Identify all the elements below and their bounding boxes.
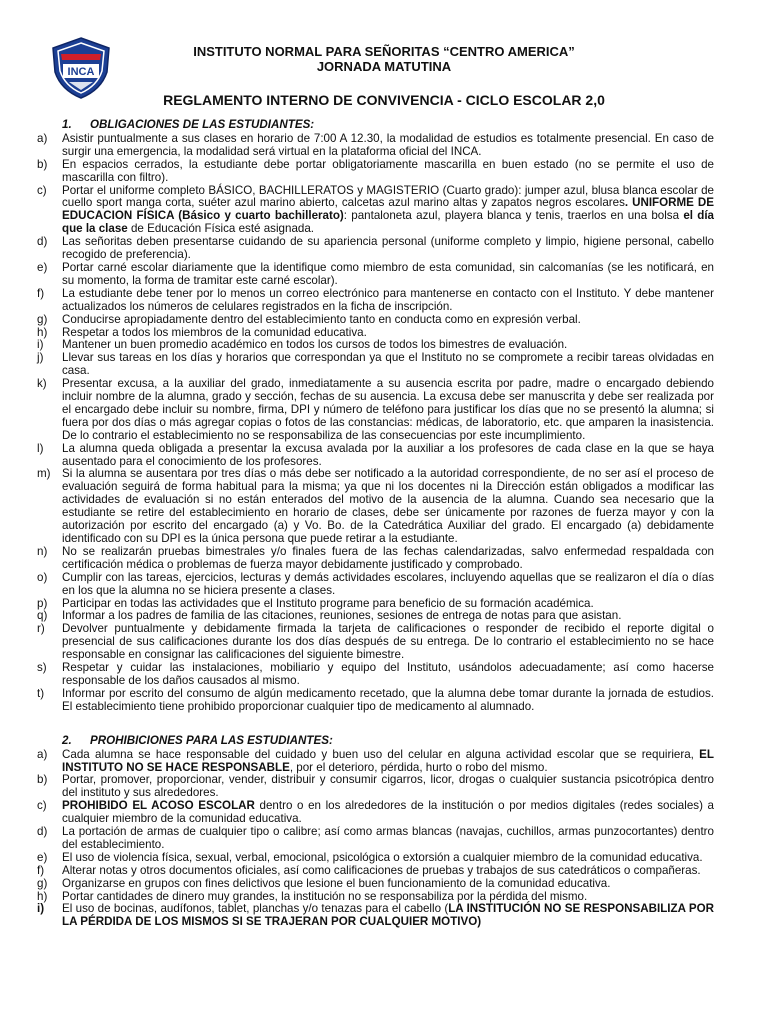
list-item bbox=[37, 260, 714, 288]
item-text-run: dentro o en los alrededores de la institución o por medios digitales (redes sociales) a cualquier miembro de la comunidad educativa. bbox=[62, 799, 714, 826]
item-letter: d) bbox=[37, 235, 48, 249]
logo-text: INCA bbox=[67, 66, 95, 78]
item-text bbox=[62, 826, 714, 852]
item-text bbox=[62, 623, 714, 662]
item-text-run: La alumna queda obligada a presentar la excusa avalada por la auxiliar a los profesores de cada clase en la que se haya ausentado para el conocimiento de los profesores. bbox=[62, 441, 714, 468]
item-letter: c) bbox=[37, 183, 47, 197]
item-text-run: Cumplir con las tareas, ejercicios, lecturas y demás actividades escolares, incluyendo aquellas que se realizaron el día o días en los que la alumna no se hiciera presente a clases. bbox=[62, 570, 714, 597]
item-text bbox=[62, 688, 714, 714]
item-letter: b) bbox=[37, 157, 48, 171]
list-item bbox=[37, 183, 714, 237]
item-letter: k) bbox=[37, 377, 47, 391]
list-item bbox=[37, 902, 714, 929]
item-text bbox=[62, 288, 714, 314]
item-text bbox=[62, 774, 714, 800]
list-item bbox=[37, 544, 714, 572]
item-text-run: La portación de armas de cualquier tipo o calibre; así como armas blancas (navajas, cuchillos, armas punzocortantes) dentro del establecimiento. bbox=[62, 825, 714, 851]
section-number: 1. bbox=[62, 118, 72, 131]
list-item bbox=[37, 286, 714, 314]
item-letter: i) bbox=[37, 902, 45, 916]
item-text-run: Organizarse en grupos con fines delictivos que lesione el buen funcionamiento de la comunidad educativa. bbox=[62, 876, 611, 890]
item-letter: s) bbox=[37, 661, 47, 675]
list-item bbox=[37, 157, 714, 185]
item-text bbox=[62, 662, 714, 688]
list-item bbox=[37, 747, 714, 775]
item-text bbox=[62, 236, 714, 262]
item-letter: h) bbox=[37, 325, 48, 339]
list-item bbox=[37, 799, 714, 826]
item-text bbox=[62, 903, 714, 929]
item-letter: q) bbox=[37, 609, 48, 623]
item-letter: e) bbox=[37, 260, 48, 274]
item-text-run: de Educación Física esté asignada. bbox=[127, 222, 315, 236]
item-text bbox=[62, 572, 714, 598]
list-item bbox=[37, 467, 714, 545]
shift-name: JORNADA MATUTINA bbox=[316, 59, 452, 74]
list-item bbox=[37, 825, 714, 852]
item-letter: r) bbox=[37, 622, 45, 636]
item-text-run: Alterar notas y otros documentos oficiales, así como calificaciones de pruebas y trabajos de sus catedráticos o compañeras. bbox=[62, 863, 701, 877]
document-title: REGLAMENTO INTERNO DE CONVIVENCIA - CICLO ESCOLAR 2,0 bbox=[163, 92, 605, 108]
item-letter: o) bbox=[37, 570, 48, 584]
item-letter: g) bbox=[37, 312, 48, 326]
institution-name: INSTITUTO NORMAL PARA SEÑORITAS “CENTRO AMERICA” bbox=[193, 44, 575, 59]
item-letter: f) bbox=[37, 286, 45, 300]
item-letter: g) bbox=[37, 876, 48, 890]
item-text bbox=[62, 749, 714, 775]
item-text bbox=[62, 352, 714, 378]
item-text-run: Portar, promover, proporcionar, vender, distribuir y consumir cigarros, licor, drogas o cualquier sustancia psicotrópica dentro del instituto y sus alrededores. bbox=[62, 773, 714, 800]
list-item bbox=[37, 661, 714, 688]
item-letter: l) bbox=[37, 441, 44, 455]
item-text-run: Respetar y cuidar las instalaciones, mobiliario y equipo del Instituto, usándolos adecuadamente; así como hacerse responsable de los daños causados al mismo. bbox=[62, 661, 714, 687]
item-text-bold: EL INSTITUTO NO SE HACE RESPONSABLE bbox=[62, 747, 714, 774]
regulation-body bbox=[37, 118, 714, 929]
list-item bbox=[37, 131, 714, 159]
item-text bbox=[62, 546, 714, 572]
item-text-run: Respetar a todos los miembros de la comunidad educativa. bbox=[62, 325, 367, 339]
item-letter: j) bbox=[37, 351, 44, 365]
item-text bbox=[62, 185, 714, 237]
section-heading bbox=[62, 119, 714, 132]
section-heading bbox=[62, 735, 714, 748]
item-letter: e) bbox=[37, 850, 48, 864]
item-text-run: Portar cantidades de dinero muy grandes, la institución no se responsabiliza por la pérdida del mismo. bbox=[62, 889, 588, 903]
list-item bbox=[37, 686, 714, 714]
item-letter: b) bbox=[37, 773, 48, 787]
item-text-run: La estudiante debe tener por lo menos un correo electrónico para mantenerse en contacto con el Instituto. Y debe mantener actualizados los números de celulares registrados en la ficha de inscripción. bbox=[62, 286, 714, 313]
list-item bbox=[37, 235, 714, 262]
item-text-run: , por el deterioro, pérdida, hurto o robo del mismo. bbox=[289, 760, 548, 774]
item-text-run: En espacios cerrados, la estudiante debe portar obligatoriamente mascarilla en buen estado (no se permite el uso de mascarilla con filtro). bbox=[62, 157, 714, 184]
section-title: PROHIBICIONES PARA LAS ESTUDIANTES: bbox=[90, 733, 333, 747]
item-text bbox=[62, 159, 714, 185]
item-letter: a) bbox=[37, 131, 48, 145]
section-number: 2. bbox=[62, 733, 72, 747]
item-text-bold: PROHIBIDO EL ACOSO ESCOLAR bbox=[62, 799, 255, 813]
item-text-run: El uso de bocinas, audífonos, tablet, planchas y/o tenazas para el cabello ( bbox=[62, 902, 449, 916]
item-letter: f) bbox=[37, 863, 45, 877]
list-item bbox=[37, 377, 714, 443]
item-text-run: Si la alumna se ausentara por tres días o más debe ser notificado a la autoridad correspondiente, de no ser así el proceso de evaluación seguirá de forma habitual para la misma; ya que ni los docentes ni la Dirección están obligados a modificar las actividades de evaluación si no están enterados del motivo de la ausencia de la alumna. Cuando sea necesario que la estudiante se retire del establecimiento en horario de clases, debe ser únicamente por razones de fuerza mayor y con la autorización por escrito del encargado (a) y Vo. Bo. de la Catedrática Auxiliar del grado. El encargado (a) debidamente identificado con su DPI es la única persona que puede retirar a la estudiante. bbox=[62, 467, 714, 545]
item-text-run: Participar en todas las actividades que el Instituto programe para beneficio de su formación académica. bbox=[62, 596, 594, 610]
item-text-bold: LA INSTITUCIÓN NO SE RESPONSABILIZA POR LA PÉRDIDA DE LOS MISMOS SI SE TRAJERAN POR CUALQUIER MOTIVO) bbox=[62, 902, 714, 929]
item-letter: p) bbox=[37, 596, 48, 610]
item-text-run: Portar el uniforme completo BÁSICO, BACHILLERATOS y MAGISTERIO (Cuarto grado): jumper azul, blusa blanca escolar de cuello sport manga corta, suéter azul marino abierto, calcetas azul marino altas y zapatos negros escolares bbox=[62, 183, 714, 210]
item-text bbox=[62, 800, 714, 826]
section-title: OBLIGACIONES DE LAS ESTUDIANTES: bbox=[90, 118, 315, 131]
item-text bbox=[62, 262, 714, 288]
item-text bbox=[62, 378, 714, 443]
item-text-run: Llevar sus tareas en los días y horarios que correspondan ya que el Instituto no se compromete a recibir tareas olvidadas en casa. bbox=[62, 351, 714, 378]
item-text-run: Devolver puntualmente y debidamente firmada la tarjeta de calificaciones o responder de recibido el reporte digital o presencial de sus calificaciones durante los dos días después de su entrega. De lo contrario el establecimiento no se hace responsable en consignar las calificaciones del siguiente bimestre. bbox=[62, 622, 714, 662]
item-text-bold: . UNIFORME DE EDUCACION FÍSICA (Básico y cuarto bachillerato) bbox=[62, 196, 714, 223]
item-text-run: El uso de violencia física, sexual, verbal, emocional, psicológica o extorsión a cualquier miembro de la comunidad educativa. bbox=[62, 850, 703, 864]
list-item bbox=[37, 570, 714, 598]
item-text-run: Las señoritas deben presentarse cuidando de su apariencia personal (uniforme completo y limpio, higiene personal, cabello recogido de preferencia). bbox=[62, 235, 714, 262]
item-letter: t) bbox=[37, 686, 45, 700]
item-text-run: Cada alumna se hace responsable del cuidado y buen uso del celular en alguna actividad escolar que se requiriera, bbox=[62, 747, 700, 761]
list-item bbox=[37, 441, 714, 469]
item-text-run: Informar a los padres de familia de las citaciones, reuniones, sesiones de entrega de notas para que asistan. bbox=[62, 609, 622, 623]
item-text-run: No se realizarán pruebas bimestrales y/o finales fuera de las fechas calendarizadas, salvo enfermedad respaldada con certificación médica o problemas de fuerza mayor debidamente justificado y comprobado. bbox=[62, 544, 714, 571]
item-letter: m) bbox=[37, 467, 51, 481]
item-letter: a) bbox=[37, 747, 48, 761]
item-text bbox=[62, 133, 714, 159]
item-text-bold: el día que la clase bbox=[62, 209, 714, 236]
item-text-run: Portar carné escolar diariamente que la identifique como miembro de esta comunidad, sin calcomanías (se les notificará, en su momento, la forma de tramitar este carné escolar). bbox=[62, 260, 714, 287]
item-letter: d) bbox=[37, 825, 48, 839]
item-letter: n) bbox=[37, 544, 48, 558]
item-text bbox=[62, 468, 714, 545]
list-item bbox=[37, 773, 714, 800]
item-text-run: Presentar excusa, a la auxiliar del grado, inmediatamente a su ausencia escrita por padre, madre o encargado debiendo incluir nombre de la alumna, grado y sección, fechas de su ausencia. La excusa debe ser manuscrita y debe ser realizada por el encargado debe incluir su nombre, firma, DPI y número de teléfono para justificar los días que no se presentó la alumna; si fuera por dos días o más agregar copias o fotos de las constancias: médicas, de laboratorio, etc. que amparen la inasistencia. De lo contrario el establecimiento no se responsabiliza de las consecuencias por este incumplimiento. bbox=[62, 377, 714, 442]
item-text-run: : pantaloneta azul, playera blanca y tenis, traerlos en una bolsa bbox=[343, 209, 684, 223]
item-text bbox=[62, 443, 714, 469]
item-text-run: Conducirse apropiadamente dentro del establecimiento tanto en conducta como en expresión verbal. bbox=[62, 312, 581, 326]
item-text-run: Mantener un buen promedio académico en todos los cursos de todos los bimestres de evaluación. bbox=[62, 338, 568, 352]
item-text-run: Informar por escrito del consumo de algún medicamento recetado, que la alumna debe tomar durante la jornada de estudios. El establecimiento tiene prohibido proporcionar cualquier tipo de medicamento al alumnado. bbox=[62, 686, 714, 713]
item-text-run: Asistir puntualmente a sus clases en horario de 7:00 A 12.30, la modalidad de estudios es totalmente presencial. En caso de surgir una emergencia, la modalidad será virtual en la plataforma oficial del INCA. bbox=[62, 131, 714, 158]
list-item bbox=[37, 351, 714, 378]
list-item bbox=[37, 622, 714, 662]
item-letter: i) bbox=[37, 338, 44, 352]
item-letter: h) bbox=[37, 889, 48, 903]
item-letter: c) bbox=[37, 799, 47, 813]
